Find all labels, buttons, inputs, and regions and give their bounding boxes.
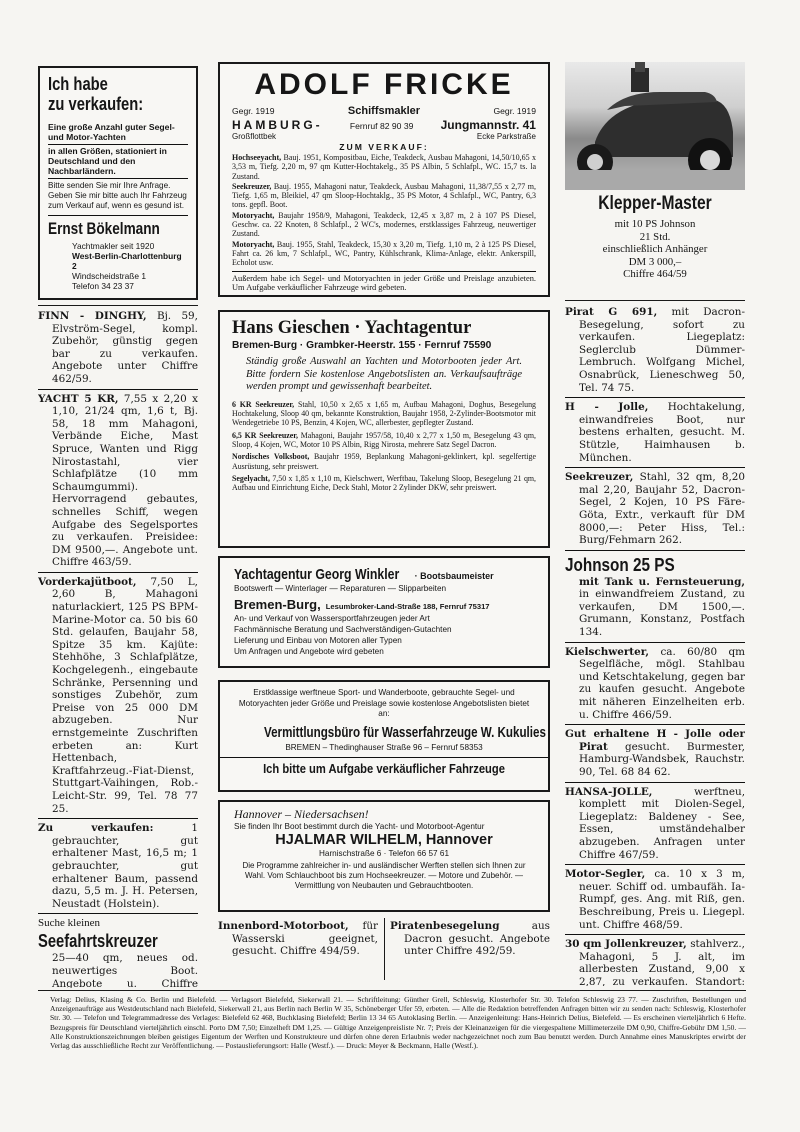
classified-kielschwerter: Kielschwerter, ca. 60/80 qm Segelfläche, mögl. Stahlbau und Ketschtakelung, gegen bar zu kaufen gesucht. Angebote mit näheren Einzelheiten erb. u. Chiffre 466/59. — [565, 645, 745, 721]
seeking-title: Seefahrtskreuzer — [38, 931, 158, 952]
company-name: Hans Gieschen · Yachtagentur — [232, 318, 472, 338]
region-heading: Hannover – Niedersachsen! — [234, 807, 369, 821]
ad-fricke — [218, 62, 550, 297]
classified-pirat: Pirat G 691, mit Dacron-Besegelung, sofort zu verkaufen. Liegeplatz: Seglerclub Dümmer-Lembruch. Wolfgang Michel, Osnabrück, Lieneschweg 50, Tel. 74 75. — [565, 306, 745, 394]
service-line: An- und Verkauf von Wassersportfahrzeugen jeder Art — [234, 614, 430, 623]
classified-h-jolle: H - Jolle, Hochtakelung, einwandfreies Boot, nur bestens erhalten, gesucht. M. Stützle, Haimhausen b. München. — [565, 401, 745, 464]
address-line: Windscheidstraße 1 — [72, 271, 147, 281]
ad-lead: Eine große Anzahl guter Segel- und Motor-Yachten — [48, 122, 175, 142]
left-column — [38, 310, 198, 988]
phone-line: Telefon 34 23 37 — [72, 281, 134, 291]
boat-trailer-image — [565, 62, 745, 190]
spec-line: mit 10 PS Johnson — [614, 218, 696, 230]
classified-finn: FINN - DINGHY, Bj. 59, Elvström-Segel, kompl. Zubehör, günstig gegen bar zu verkaufen. Angebote unter Chiffre 462/59. — [38, 310, 198, 385]
sale-heading: ZUM VERKAUF: — [339, 142, 429, 152]
founded-left: Gegr. 1919 — [232, 106, 275, 116]
company-name: ADOLF FRICKE — [254, 68, 514, 101]
company-name: Vermittlungsbüro für Wasserfahrzeuge W. Kukulies — [264, 724, 546, 741]
list-item: 6,5 KR Seekreuzer, Mahagoni, Baujahr 1957/58, 10,40 x 2,77 x 1,50 m, Besegelung 43 qm, Sloop, 4 Kojen, WC, Motor 10 PS Albin, Rigg Nirosta, mehrere Satz Segel Dacron. — [232, 430, 536, 449]
corner: Ecke Parkstraße — [476, 132, 536, 141]
call-to-action: Ich bitte um Aufgabe verkäuflicher Fahrzeuge — [263, 760, 505, 776]
classified-gut-erhaltene: Gut erhaltene H - Jolle oder Pirat gesucht. Burmester, Hamburg-Wandsbek, Rauchstr. 90, Tel. 68 84 62. — [565, 728, 745, 778]
address-line: West-Berlin-Charlottenburg 2 — [72, 251, 182, 271]
classified-jollenkreuzer: 30 qm Jollenkreuzer, stahlverz., Mahagoni, 5 J. alt, im allerbesten Zustand, 9,00 x 2,87, zu verkaufen. Standort: — [565, 938, 745, 986]
classified-innenbord: Innenbord-Motorboot, für Wasserski geeignet, gesucht. Chiffre 494/59. — [218, 920, 378, 958]
johnson-title: Johnson 25 PS — [565, 554, 675, 575]
classified-piraten: Piratenbesegelung aus Dacron gesucht. Angebote unter Chiffre 492/59. — [390, 920, 550, 958]
boat-photo — [565, 62, 745, 190]
service-line: Fachmännische Beratung und Sachverständigen-Gutachten — [234, 625, 452, 634]
ad-lead2: in allen Größen, stationiert in Deutschland und den Nachbarländern. — [48, 146, 167, 176]
classified-hansa-jolle: HANSA-JOLLE, werftneu, komplett mit Diolen-Segel, Liegeplatz: Baldeney - See, Essen, umständehalber abzugeben. Anfragen unter Chiffre 467/59. — [565, 785, 745, 861]
ad-winkler — [218, 556, 550, 668]
seeking-label: Suche kleinen — [38, 917, 101, 930]
classified-zu-verkaufen: Zu verkaufen: 1 gebrauchter, gut erhaltener Mast, 16,5 m; 1 gebrauchter, gut erhaltener Baum, passend dazu, 5,5 m. J. H. Petersen, Neustadt (Holstein). — [38, 822, 198, 910]
intro: Erstklassige werftneue Sport- und Wanderboote, gebrauchte Segel- und Motoryachten jeder Größe und Preislage sowie kostenlose Angebotslisten bietet an: — [238, 688, 530, 719]
slogan: Ständig große Auswahl an Yachten und Motorbooten jeder Art. Bitte fordern Sie kostenlose Angebotslisten an. Verkaufsaufträge werden prompt und gewissenhaft bearbeitet. — [246, 356, 522, 393]
ad-wilhelm — [218, 800, 550, 912]
service-line: Um Anfragen und Angebote wird gebeten — [234, 647, 384, 656]
company-name: Ernst Bökelmann — [48, 219, 160, 238]
company-address: Harnischstraße 6 · Telefon 66 57 61 — [318, 849, 449, 858]
ad-boekelmann — [38, 66, 198, 300]
role: Schiffsmakler — [347, 105, 421, 117]
classified-vorderkajuet: Vorderkajütboot, 7,50 L, 2,60 B, Mahagoni naturlackiert, 125 PS BPM-Marine-Motor ca. 50 bis 60 Std. gelaufen, Baujahr 58, Spitze 35 km. Kajüte: Stehhöhe, 3 Schlafplätze, Kochgelegenh., eingebaute Schränke, Persenning und sonstiges Zubehör, zum Preise von 25 000 DM abzugeben. Nur ernstgemeinte Zuschriften erbeten an: Kurt Hettenbach, Kraftfahrzeug.-Fiat-Dienst, Stuttgart-Vaihingen, Rob.-Leicht-Str. 99, Tel. 78 77 25. — [38, 575, 198, 815]
service-line: Lieferung und Einbau von Motoren aller Typen — [234, 636, 402, 645]
classified-motor-segler: Motor-Segler, ca. 10 x 3 m, neuer. Schiff od. umbaufäh. Ia-Rumpf, ges. Ang. mit Riß, gen. Beschreibung, Preis u. Liegepl. unt. Chiffre 468/59. — [565, 868, 745, 931]
company-address: BREMEN – Thedinghauser Straße 96 – Fernruf 58353 — [285, 742, 483, 752]
product-title: Klepper-Master — [598, 193, 712, 214]
founded-right: Gegr. 1919 — [493, 106, 536, 116]
company-name: HJALMAR WILHELM, Hannover — [275, 832, 493, 848]
district: Großflottbek — [232, 132, 277, 141]
company-address: Lesumbroker-Land-Straße 188, Fernruf 75317 — [325, 602, 490, 611]
company-address: Bremen-Burg · Grambker-Heerstr. 155 · Fernruf 75590 — [232, 340, 492, 351]
ad-kukulies — [218, 680, 550, 792]
ad-body: Bitte senden Sie mir Ihre Anfrage. Geben Sie mir bitte auch Ihr Fahrzeug zum Verkauf auf, wenn es gesund ist. — [48, 181, 187, 210]
classified-yacht: YACHT 5 KR, 7,55 x 2,20 x 1,10, 21/24 qm, 1,6 t, Bj. 58, 18 mm Mahagoni, Verbände Eiche, Mast Spruce, Wanten und Rigg Nirostastahl, vier Schlafplätze (10 mm Schaumgummi). Hervorragend gebautes, schnelles Schiff, wegen Aufgabe des Segelsportes zu verkaufen. Preisidee: DM 9500,—. Angebote unt. Chiffre 463/59. — [38, 392, 198, 569]
list-item: Segelyacht, 7,50 x 1,85 x 1,10 m, Kielschwert, Werftbau, Takelung Sloop, Besegelung 21 qm, Aufbau und Einrichtung Eiche, Deck Stahl, Motor 2 Zylinder DKW, sehr preiswert. — [232, 473, 537, 493]
list-item: Nordisches Volksboot, Baujahr 1959, Beplankung Mahagoni-geklinkert, kpl. segelfertige Ausrüstung, sehr preiswert. — [232, 452, 536, 471]
city: HAMBURG- — [232, 118, 323, 132]
list-item: Motoryacht, Bauj. 1955, Stahl, Teakdeck, 15,30 x 3,20 m, Tiefg. 1,10 m, 2 à 125 PS Diesel, Fahrt ca. 26 km, 7 Schlafpl., WC, Pantry, Kühlschrank, Klima-Anlage, elektr. Ankerspill, Echolot usw. — [232, 239, 537, 268]
intro: Sie finden Ihr Boot bestimmt durch die Yacht- und Motorboot-Agentur — [234, 822, 485, 831]
seeking-text: 25—40 qm, neues od. neuwertiges Boot. Angebote u. Chiffre — [52, 952, 198, 988]
list-item: Motoryacht, Baujahr 1958/9, Mahagoni, Teakdeck, 12,45 x 3,87 m, 2 à 107 PS Diesel, Geschw. ca. 22 Knoten, 8 Schlafpl., 2 WC's, modernes, erstklassiges Fahrzeug, neuwertiger Zustand. — [232, 210, 537, 239]
body: Die Programme zahlreicher in- und ausländischer Werften stellen sich Ihnen zur Wahl. Vom Schlauchboot bis zum Hochseekreuzer. — Motore und Zubehör. — Vermittlung von Neubauten und Gebrauchtbooten. — [242, 861, 526, 890]
chiffre: Chiffre 464/59 — [623, 268, 687, 281]
ad-title: Ich habe zu verkaufen: — [48, 74, 144, 114]
list-item: 6 KR Seekreuzer, Stahl, 10,50 x 2,65 x 1,65 m, Aufbau Mahagoni, Doghus, Besegelung Hochtakelung, Sloop 40 qm, bekannte Konstruktion, Baujahr 1958, 2-Zylinder-Bootsmotor mit Wendegetriebe 10 PS, Benzin, 4 Kojen, WC, allerbester, gepflegter Zustand. — [232, 399, 536, 428]
phone: Fernruf 82 90 39 — [349, 121, 414, 131]
role: · Bootsbaumeister — [414, 571, 494, 581]
street: Jungmannstr. 41 — [440, 118, 536, 132]
classified-seekreuzer: Seekreuzer, Stahl, 32 qm, 8,20 mal 2,20, Baujahr 52, Dacron-Segel, 2 Kojen, 10 PS Färe-Göta, Extr., verkauft für DM 8000,—: Peter Hiss, Tel.: Burg/Fehmarn 262. — [565, 471, 745, 547]
price: DM 3 000,– — [628, 255, 682, 268]
list-item: Seekreuzer, Bauj. 1955, Mahagoni natur, Teakdeck, Ausbau Mahagoni, 11,38/7,55 x 2,77 m, Tiefg. 1,65 m, Bleikiel, 47 qm Sloop-Hochtaklg., 35 PS Motor, 4 Schlafpl., WC, Pantry, 6,3 tons. gepfl. Boot. — [232, 181, 537, 210]
spec-line: 21 Std. — [639, 230, 671, 243]
footer-note: Außerdem habe ich Segel- und Motoryachten in jeder Größe und Preislage anzubieten. Um Aufgabe verkäuflicher Fahrzeuge wird gebeten. — [232, 273, 536, 293]
services: Bootswerft — Winterlager — Reparaturen — Slipparbeiten — [234, 584, 447, 593]
list-item: Hochseeyacht, Bauj. 1951, Kompositbau, Eiche, Teakdeck, Ausbau Mahagoni, 14,50/10,65 x 3,53 m, Tiefg. 2,20 m, 97 qm Kutter-Hochtakelg., 35 PS Albin, 5 Schlafpl., WC. 15,7 ts. la Zustand. — [232, 153, 537, 181]
address-line: Yachtmakler seit 1920 — [72, 241, 155, 251]
imprint: Verlag: Delius, Klasing & Co. Berlin und Bielefeld. — Verlagsort Bielefeld, Siekerwall 21. — Schriftleitung: Günther Grell, Schleswig, Klosterhofer Str. 30. Telefon Schleswig 23 77. — Zuschriften, Bestellungen und Anzeigenaufträge aus Westdeutschland nach Bielefeld, Siekerwall 21, aus Berlin nach Berlin W 35, Schöneberger Ufer 59, erbeten. — Alle die Redaktion betreffenden Anfragen bitten wir zu senden nach: Schleswig, Klosterhofer Str. 30. — Telefon und Telegrammadresse des Verlages: Bielefeld 62 468, Buchklasing Bielefeld; Berlin 13 34 65 Autoklasing Berlin. — Anzeigenleitung: Hans-Heinrich Delius, Bielefeld. — Es erscheinen vierteljährlich 6 Hefte. Bezugspreis für Deutschland vierteljährlich einschl. Porto DM 7,50; Einzelheft DM 1,25. — Gültige Anzeigenpreisliste Nr. 7; Preis der Kleinanzeigen für die viergespaltene Millimeterzeile DM 0,90, Chiffre-Gebühr DM 1,50. — Alle Konstruktionszeichnungen bleiben geistiges Eigentum der Werften und Konstrukteure und dürfen ohne deren Erlaubnis weder nachgezeichnet noch zum Bau benutzt werden. Durch Annahme eines Manuskriptes erwirbt der Verlag das ausschließliche Recht zur Veröffentlichung. — Postauslieferungsort: Halle (Westf.). — Druck: Meyer & Beckmann, Halle (Westf.). — [50, 995, 746, 1051]
company-name: Yachtagentur Georg Winkler — [234, 566, 400, 583]
city: Bremen-Burg, — [234, 597, 321, 612]
ad-gieschen — [218, 310, 550, 548]
ad-klepper — [565, 62, 745, 310]
classified-johnson: mit Tank u. Fernsteuerung, in einwandfreiem Zustand, zu verkaufen, DM 1500,—. Grumann, Konstanz, Postfach 134. — [579, 575, 745, 639]
right-column — [565, 306, 745, 986]
spec-line: einschließlich Anhänger — [602, 243, 708, 256]
